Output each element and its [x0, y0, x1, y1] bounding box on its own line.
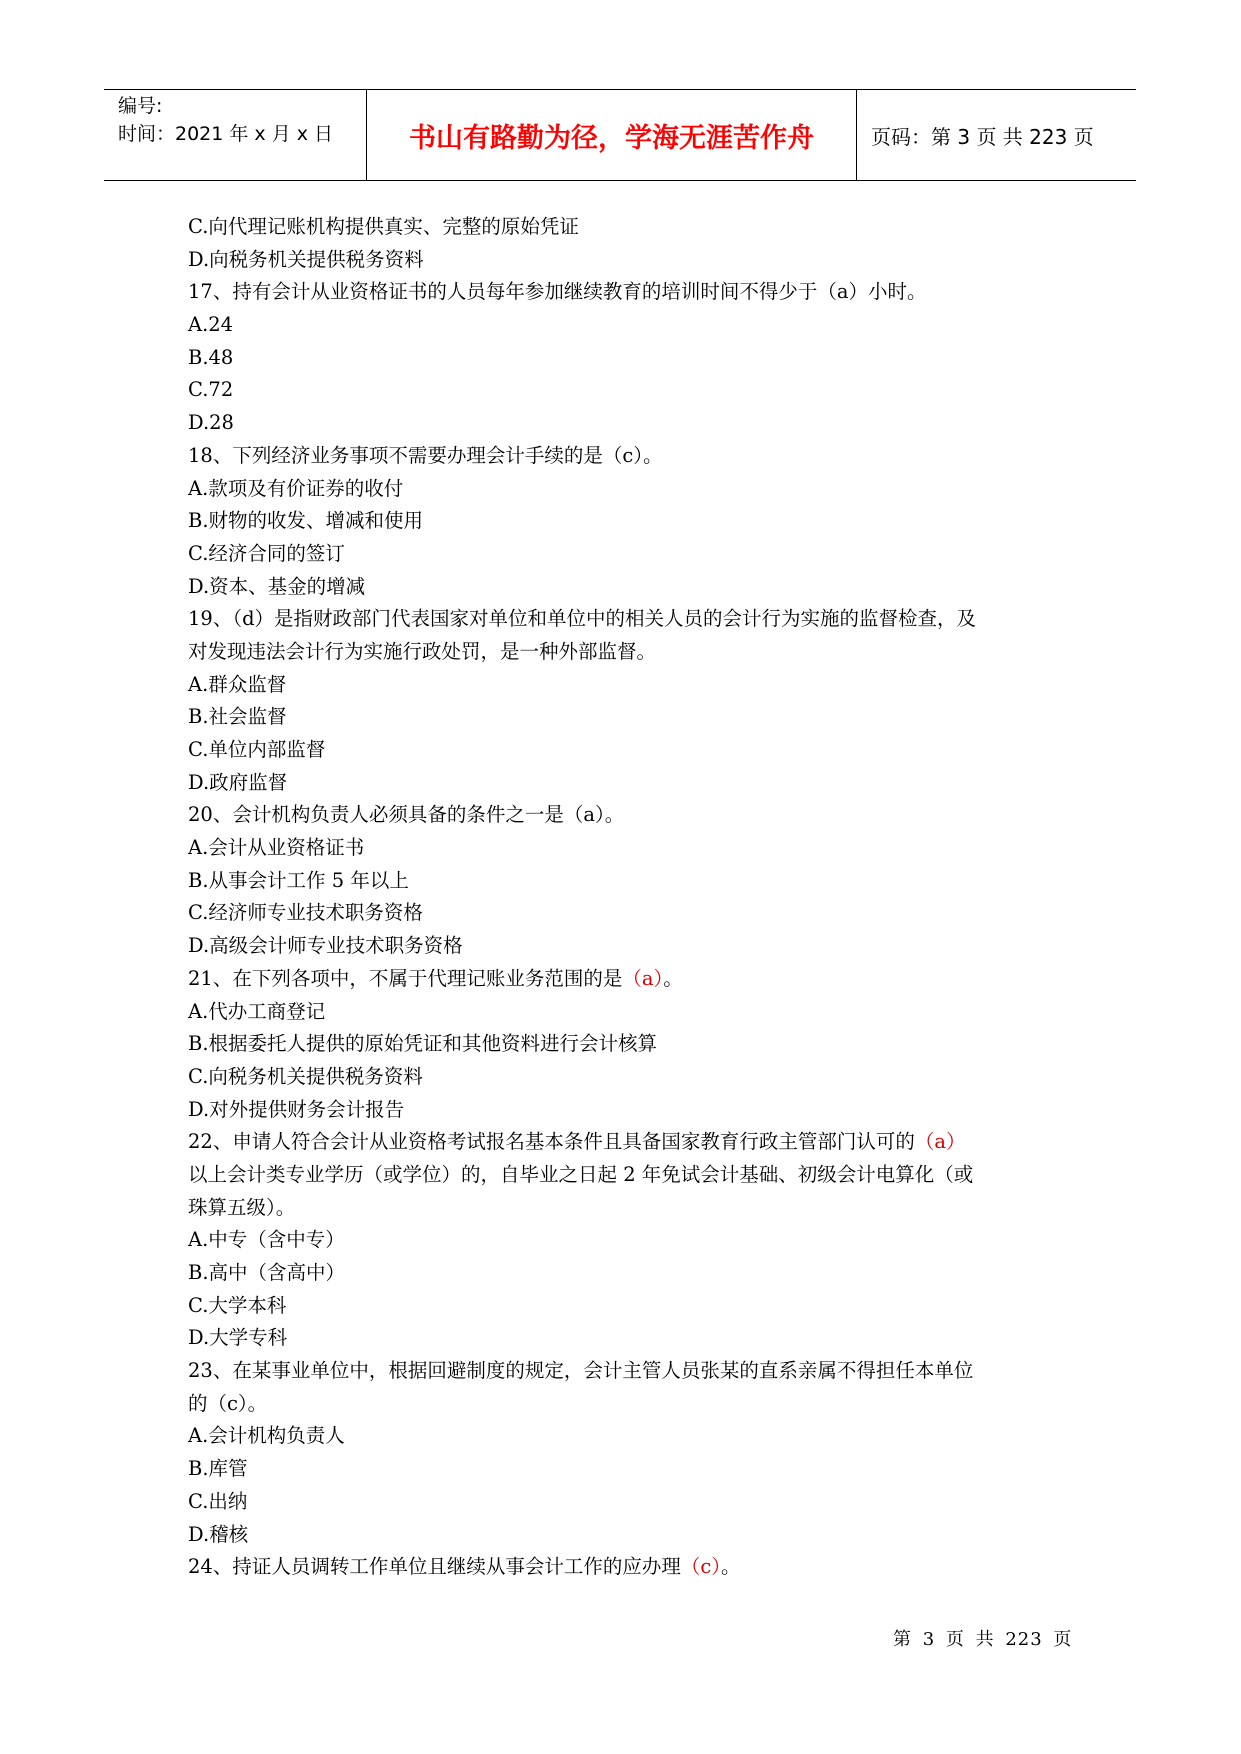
text-line: D.政府监督	[188, 770, 288, 794]
text-line: D.28	[188, 411, 234, 435]
text-line: D.稽核	[188, 1522, 249, 1546]
text-line: C.单位内部监督	[188, 738, 326, 761]
question-text-end: 。	[663, 966, 683, 990]
text-line: B.社会监督	[188, 705, 287, 729]
document-time: 时间：2021 年 x 月 x 日	[118, 123, 334, 145]
answer-highlight: （a）	[914, 1130, 966, 1154]
text-line: 17、持有会计从业资格证书的人员每年参加继续教育的培训时间不得少于（a）小时。	[188, 280, 927, 304]
text-line: B.根据委托人提供的原始凭证和其他资料进行会计核算	[188, 1032, 658, 1056]
page-header	[104, 89, 1136, 181]
text-line: 的（c）。	[188, 1391, 268, 1415]
text-line	[188, 1126, 1060, 1159]
text-line: C.向代理记账机构提供真实、完整的原始凭证	[188, 215, 579, 238]
text-line: B.财物的收发、增减和使用	[188, 509, 424, 533]
text-line: C.72	[188, 378, 234, 402]
header-motto: 书山有路勤为径，学海无涯苦作舟	[367, 90, 857, 180]
text-line: 23、在某事业单位中，根据回避制度的规定，会计主管人员张某的直系亲属不得担任本单位	[188, 1359, 974, 1383]
text-line: A.中专（含中专）	[188, 1228, 345, 1252]
document-number-label: 编号:	[118, 95, 163, 117]
header-meta	[104, 90, 367, 180]
answer-highlight: （a）	[622, 966, 664, 990]
text-line: B.48	[188, 345, 234, 369]
text-line: D.向税务机关提供税务资料	[188, 247, 424, 271]
text-line: B.从事会计工作 5 年以上	[188, 868, 409, 892]
header-page-info: 页码：第 3 页 共 223 页	[871, 124, 1094, 149]
text-line: D.大学专科	[188, 1326, 288, 1350]
text-line: 18、下列经济业务事项不需要办理会计手续的是（c）。	[188, 443, 663, 467]
text-line: 对发现违法会计行为实施行政处罚，是一种外部监督。	[188, 639, 657, 663]
text-line: C.向税务机关提供税务资料	[188, 1064, 423, 1088]
text-line: A.会计机构负责人	[188, 1424, 345, 1448]
text-line: 珠算五级）。	[188, 1195, 296, 1219]
question-text-end: 。	[721, 1555, 741, 1579]
text-line: C.经济师专业技术职务资格	[188, 901, 423, 925]
text-line: A.代办工商登记	[188, 999, 326, 1023]
text-line: D.资本、基金的增减	[188, 574, 366, 598]
text-line: B.库管	[188, 1457, 248, 1481]
text-line: C.经济合同的签订	[188, 541, 345, 565]
text-line: C.出纳	[188, 1489, 248, 1513]
text-line: C.大学本科	[188, 1293, 287, 1317]
question-text: 24、持证人员调转工作单位且继续从事会计工作的应办理	[188, 1555, 681, 1579]
text-line: A.24	[188, 313, 234, 337]
text-line	[188, 1551, 1060, 1584]
text-line: 20、会计机构负责人必须具备的条件之一是（a）。	[188, 803, 625, 827]
text-line: D.对外提供财务会计报告	[188, 1097, 405, 1121]
text-line	[188, 963, 1060, 996]
document-body	[188, 211, 1060, 1584]
question-text: 21、在下列各项中，不属于代理记账业务范围的是	[188, 966, 623, 990]
question-text: 22、申请人符合会计从业资格考试报名基本条件且具备国家教育行政主管部门认可的	[188, 1130, 915, 1154]
text-line: A.款项及有价证券的收付	[188, 476, 404, 500]
text-line: A.会计从业资格证书	[188, 836, 365, 860]
text-line: 以上会计类专业学历（或学位）的，自毕业之日起 2 年免试会计基础、初级会计电算化（或	[188, 1162, 974, 1186]
text-line: D.高级会计师专业技术职务资格	[188, 934, 463, 958]
answer-highlight: （c）	[680, 1555, 721, 1579]
text-line: 19、（d）是指财政部门代表国家对单位和单位中的相关人员的会计行为实施的监督检查，及	[188, 607, 977, 631]
text-line: B.高中（含高中）	[188, 1261, 346, 1284]
page-footer: 第 3 页 共 223 页	[893, 1629, 1073, 1650]
text-line: A.群众监督	[188, 672, 287, 696]
